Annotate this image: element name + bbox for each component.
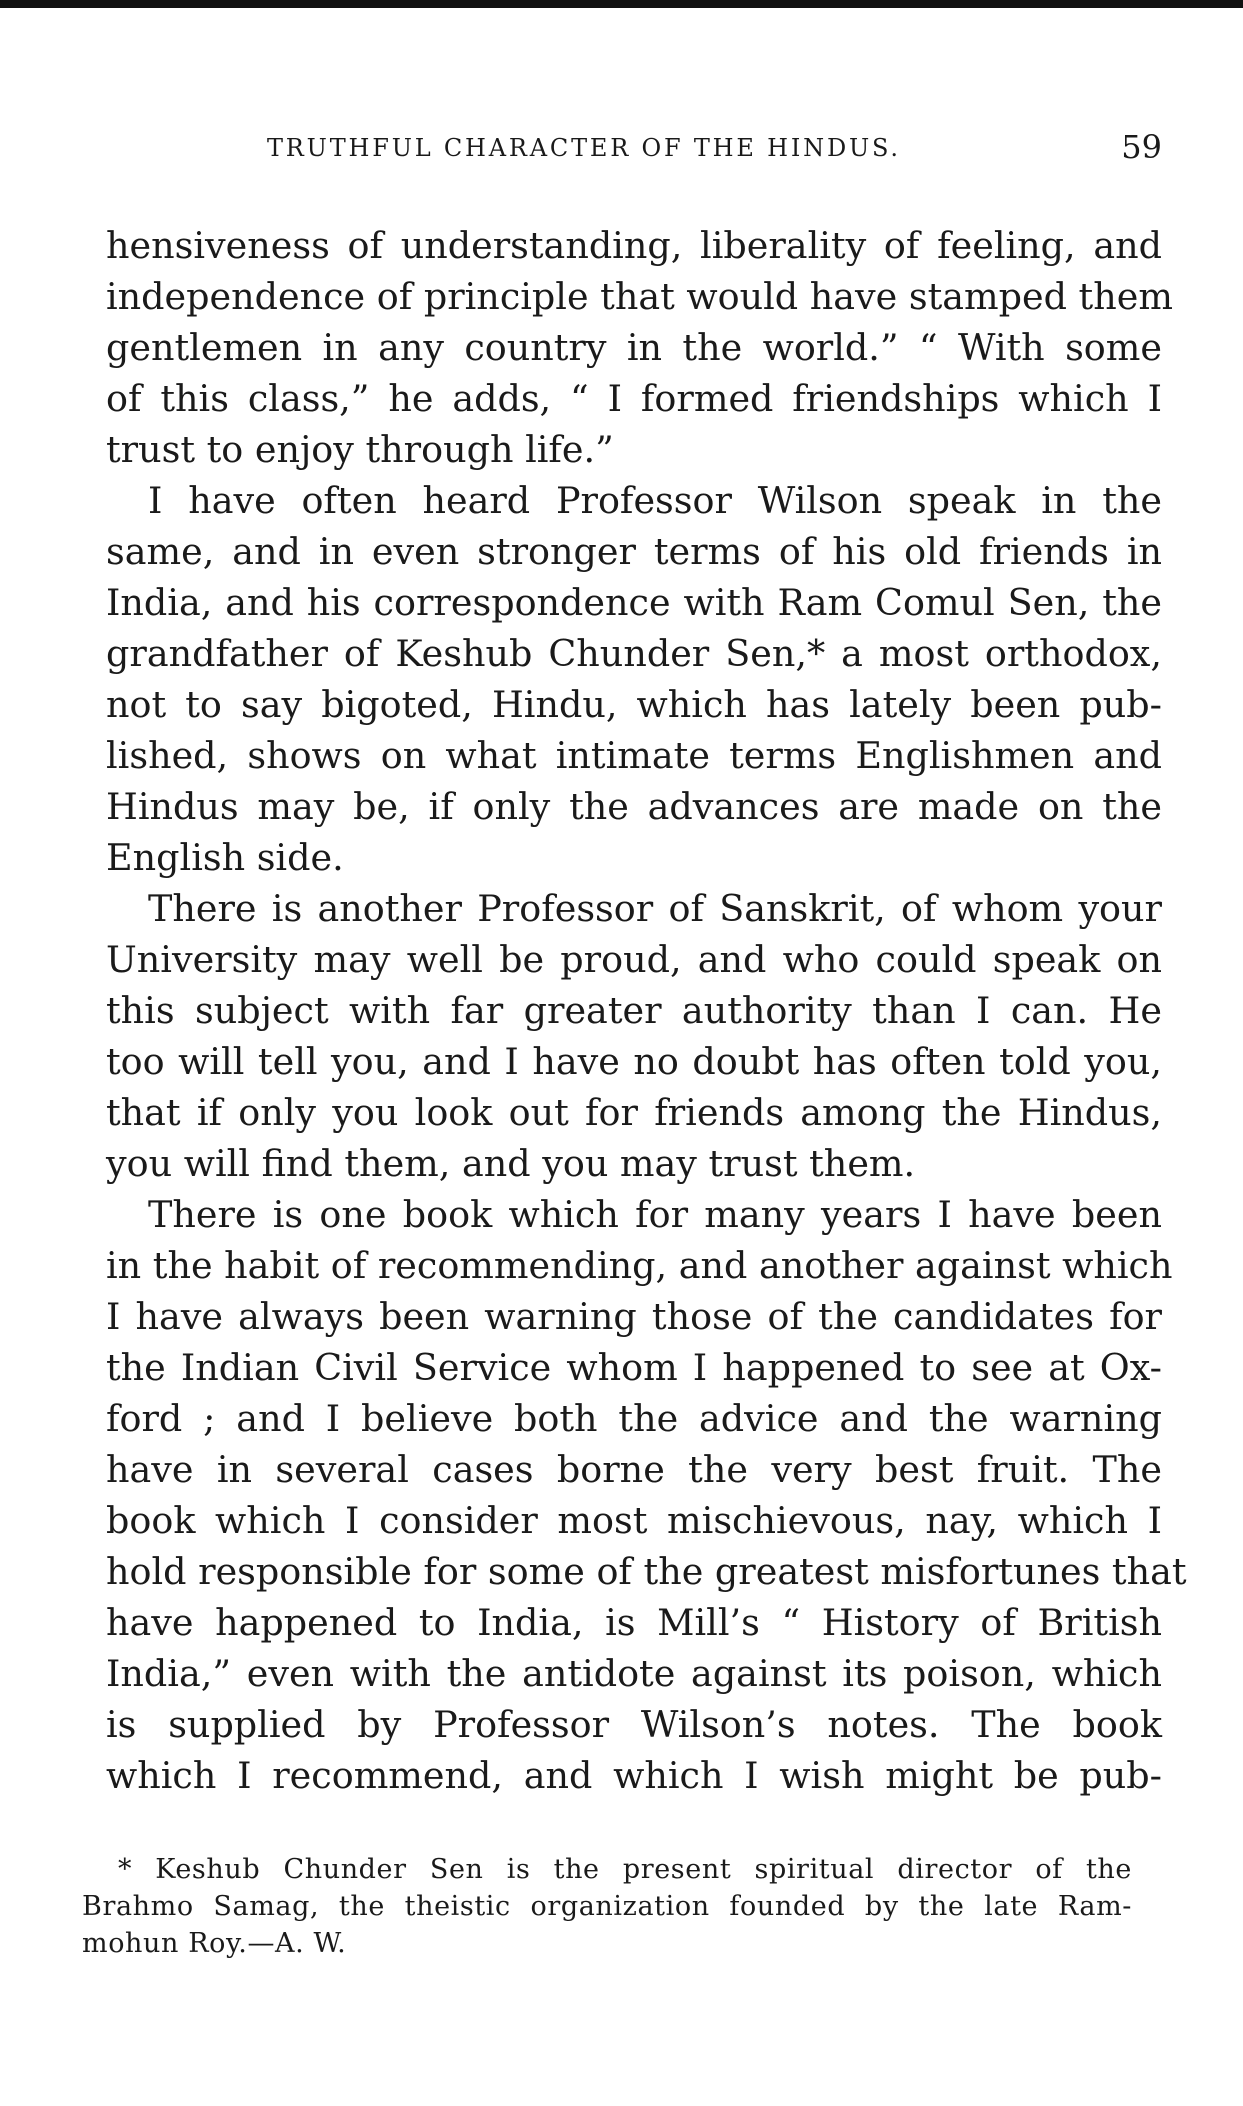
footnote-line: Brahmo Samag, the theistic organization founded by the late Ram-: [82, 1891, 1132, 1922]
text-line: too will tell you, and I have no doubt has often told you,: [106, 1040, 1162, 1083]
text-line: of this class,” he adds, “ I formed friendships which I: [106, 377, 1162, 420]
text-line: lished, shows on what intimate terms Englishmen and: [106, 734, 1162, 777]
text-line: this subject with far greater authority than I can. He: [106, 989, 1162, 1032]
text-line: which I recommend, and which I wish might be pub-: [106, 1754, 1162, 1797]
text-line: India,” even with the antidote against its poison, which: [106, 1652, 1162, 1695]
text-line: the Indian Civil Service whom I happened to see at Ox-: [106, 1346, 1162, 1389]
body-text: [106, 220, 1187, 1801]
text-line: have in several cases borne the very best fruit. The: [106, 1448, 1162, 1491]
paragraph-end-line: trust to enjoy through life.”: [106, 428, 614, 471]
text-line: India, and his correspondence with Ram Comul Sen, the: [106, 581, 1162, 624]
paragraph-end-line: English side.: [106, 836, 344, 879]
paragraph-first-line: There is another Professor of Sanskrit, of whom your: [148, 887, 1162, 930]
footnote-line: * Keshub Chunder Sen is the present spiritual director of the: [118, 1854, 1132, 1885]
paragraph-end-line: you will find them, and you may trust them.: [106, 1142, 916, 1185]
top-border-rule: [0, 0, 1243, 8]
text-line: Hindus may be, if only the advances are made on the: [106, 785, 1162, 828]
text-line: have happened to India, is Mill’s “ History of British: [106, 1601, 1162, 1644]
text-line: that if only you look out for friends among the Hindus,: [106, 1091, 1162, 1134]
running-head: [110, 128, 1162, 176]
text-line: hold responsible for some of the greatest misfortunes that: [106, 1550, 1187, 1593]
text-line: independence of principle that would have stamped them: [106, 275, 1173, 318]
text-line: in the habit of recommending, and another against which: [106, 1244, 1173, 1287]
text-line: hensiveness of understanding, liberality of feeling, and: [106, 224, 1162, 267]
page-number: 59: [1121, 128, 1162, 166]
text-line: book which I consider most mischievous, nay, which I: [106, 1499, 1162, 1542]
running-title: TRUTHFUL CHARACTER OF THE HINDUS.: [267, 134, 901, 162]
footnote-line: mohun Roy.—A. W.: [82, 1928, 347, 1959]
text-line: same, and in even stronger terms of his old friends in: [106, 530, 1162, 573]
text-line: is supplied by Professor Wilson’s notes. The book: [106, 1703, 1162, 1746]
text-line: University may well be proud, and who could speak on: [106, 938, 1162, 981]
footnote: [82, 1851, 1132, 1962]
paragraph-first-line: I have often heard Professor Wilson speak in the: [148, 479, 1162, 522]
text-line: not to say bigoted, Hindu, which has lately been pub-: [106, 683, 1162, 726]
text-line: gentlemen in any country in the world.” “ With some: [106, 326, 1162, 369]
paragraph-first-line: There is one book which for many years I have been: [148, 1193, 1162, 1236]
text-line: I have always been warning those of the candidates for: [106, 1295, 1162, 1338]
text-line: ford ; and I believe both the advice and the warning: [106, 1397, 1162, 1440]
text-line: grandfather of Keshub Chunder Sen,* a most orthodox,: [106, 632, 1162, 675]
